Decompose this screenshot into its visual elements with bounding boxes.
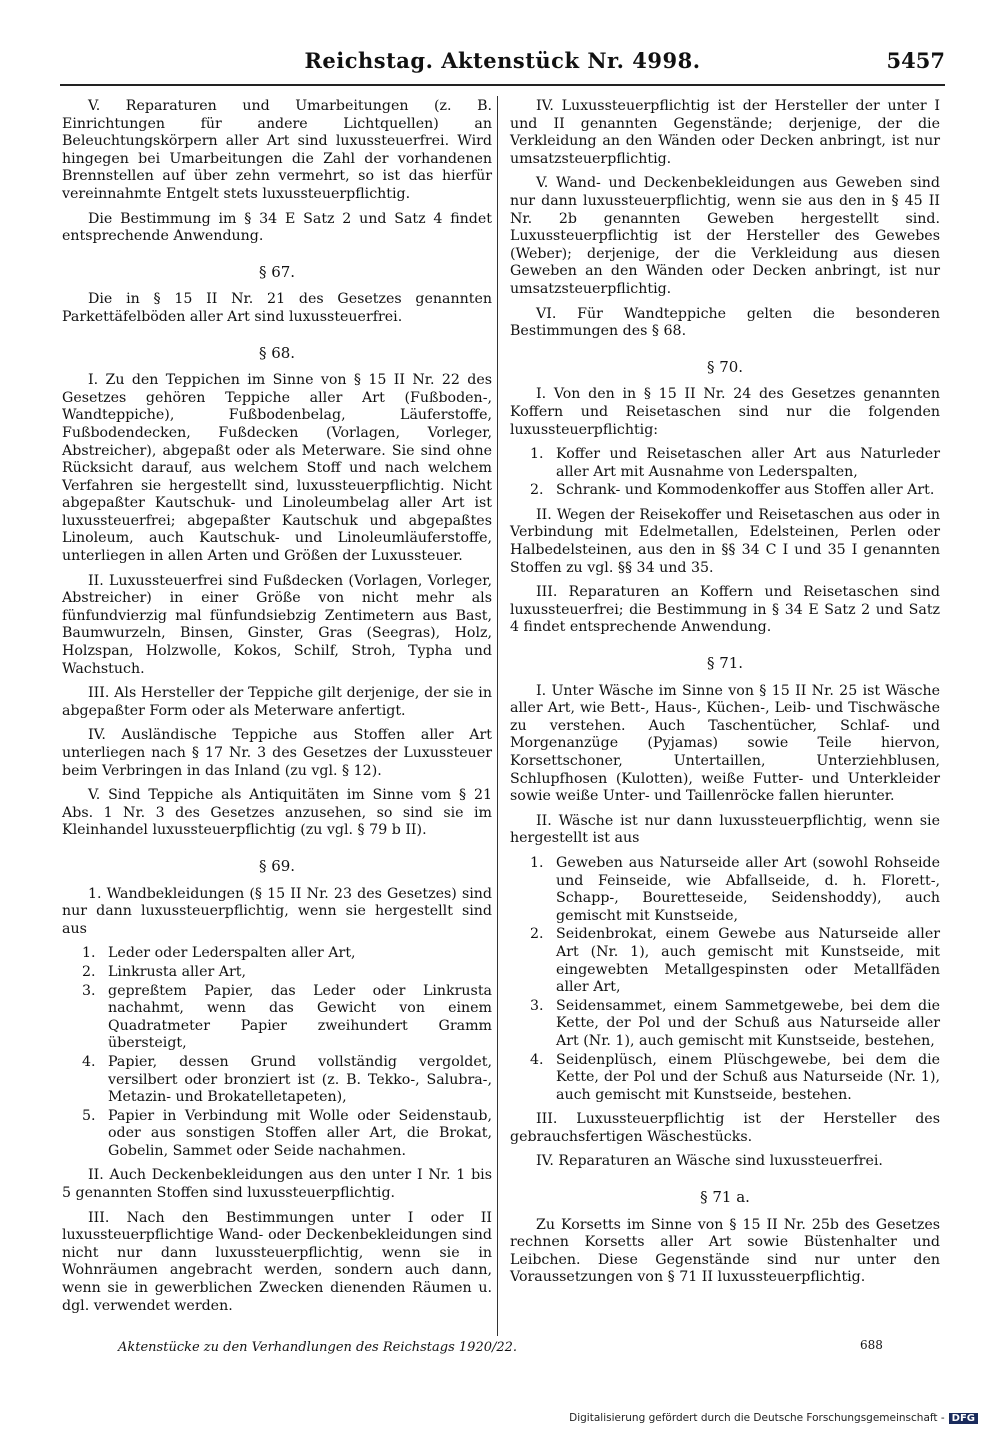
list-text: gepreßtem Papier, das Leder oder Linkrusta nachahmt, wenn das Gewicht von einem Quadratmeter Papier zweihundert Gramm übersteigt, — [108, 982, 492, 1052]
paragraph: III. Nach den Bestimmungen unter I oder II luxussteuerpflichtige Wand- oder Deckenbekleidungen sind nicht nur dann luxussteuerpflichtig, wenn sie in Wohnräumen angebracht werden, sondern auch dann, wenn sie in gewerblichen Zwecken dienenden Räumen u. dgl. verwendet werden. — [62, 1209, 492, 1314]
list-number: 3. — [530, 997, 544, 1014]
footer-source: Aktenstücke zu den Verhandlungen des Reichstags 1920/22. — [118, 1340, 518, 1355]
section-heading-71: § 71. — [706, 654, 744, 673]
header-rule — [60, 84, 945, 86]
list-text: Schrank- und Kommodenkoffer aus Stoffen aller Art. — [556, 482, 935, 499]
numbered-list — [510, 446, 940, 500]
left-column — [62, 98, 492, 1322]
list-number: 5. — [82, 1107, 96, 1124]
paragraph: II. Wäsche ist nur dann luxussteuerpflichtig, wenn sie hergestellt ist aus — [510, 812, 940, 847]
section-heading-68: § 68. — [258, 343, 296, 362]
paragraph: Die Bestimmung im § 34 E Satz 2 und Satz 4 findet entsprechende Anwendung. — [62, 210, 492, 245]
paragraph: I. Von den in § 15 II Nr. 24 des Gesetzes genannten Koffern und Reisetaschen sind nur die folgenden luxussteuerpflichtig: — [510, 386, 940, 438]
column-divider — [497, 96, 498, 1336]
page-number: 5457 — [886, 48, 945, 73]
list-number: 3. — [82, 982, 96, 999]
paragraph: I. Zu den Teppichen im Sinne von § 15 II Nr. 22 des Gesetzes gehören Teppiche aller Art (Fußboden-, Wandteppiche), Fußbodenbelag, Läuferstoffe, Fußbodendecken, Fußdecken (Vorlagen, Vorleger, Abstreicher), abgepaßt oder als Meterware. Sie sind ohne Rücksicht darauf, aus welchem Stoff und nach welchem Verfahren sie hergestellt sind, luxussteuerpflichtig. Nicht abgepaßter Kautschuk- und Linoleumbelag aller Art ist luxussteuerfrei; abgepaßter Kautschuk und abgepaßtes Linoleum, auch Kautschuk- und Linoleumläuferstoffe, unterliegen in allen Arten und Größen der Luxussteuer. — [62, 372, 492, 565]
list-text: Seidenplüsch, einem Plüschgewebe, bei dem die Kette, der Pol und der Schuß aus Naturseide (Nr. 1), auch gemischt mit Kunstseide, bestehen. — [556, 1051, 940, 1103]
paragraph: II. Auch Deckenbekleidungen aus den unter I Nr. 1 bis 5 genannten Stoffen sind luxussteuerpflichtig. — [62, 1167, 492, 1202]
list-item — [62, 945, 492, 963]
list-number: 1. — [530, 446, 544, 463]
paragraph: II. Wegen der Reisekoffer und Reisetaschen aus oder in Verbindung mit Edelmetallen, Edelsteinen, Perlen oder Halbedelsteinen, aus den in §§ 34 C I und 35 I genannten Stoffen zu vgl. §§ 34 und 35. — [510, 506, 940, 576]
list-item — [510, 855, 940, 925]
list-text: Koffer und Reisetaschen aller Art aus Naturleder aller Art mit Ausnahme von Lederspalten, — [556, 446, 940, 480]
digitization-credit — [569, 1412, 978, 1424]
paragraph: Die in § 15 II Nr. 21 des Gesetzes genannten Parkettäfelböden aller Art sind luxussteuerfrei. — [62, 291, 492, 325]
list-item — [62, 983, 492, 1053]
paragraph: II. Luxussteuerfrei sind Fußdecken (Vorlagen, Vorleger, Abstreicher) in einer Größe von nicht mehr als fünfundvierzig mal fünfundsiebzig Zentimetern aus Bast, Baumwurzeln, Binsen, Ginster, Gras (Seegras), Holz, Holzspan, Holzwolle, Kokos, Schilf, Stroh, Typha und Wachstuch. — [62, 572, 492, 677]
paragraph: III. Luxussteuerpflichtig ist der Hersteller des gebrauchsfertigen Wäschestücks. — [510, 1111, 940, 1145]
list-number: 1. — [82, 945, 96, 962]
list-text: Papier in Verbindung mit Wolle oder Seidenstaub, oder aus sonstigen Stoffen aller Art, die Brokat, Gobelin, Sammet oder Seide nachahmen. — [108, 1107, 492, 1159]
paragraph: V. Reparaturen und Umarbeitungen (z. B. Einrichtungen für andere Lichtquellen) an Beleuchtungskörpern aller Art sind luxussteuerfrei. Wird hingegen bei Umarbeitungen die Zahl der vorhandenen Brennstellen auf über zehn vermehrt, so ist das hierfür vereinnahmte Entgelt stets luxussteuerpflichtig. — [62, 98, 492, 202]
list-text: Linkrusta aller Art, — [108, 963, 247, 980]
paragraph: I. Unter Wäsche im Sinne von § 15 II Nr. 25 ist Wäsche aller Art, wie Bett-, Haus-, Küchen-, Leib- und Tischwäsche zu verstehen. Auch Taschentücher, Schlaf- und Morgenanzüge (Pyjamas) sowie Teile hiervon, Korsettschoner, Untertaillen, Unterziehblusen, Schlupfhosen (Kulotten), weiße Futter- und Unterkleider sowie weiße Unter- und Taillenröcke fallen hierunter. — [510, 682, 940, 805]
section-heading-69: § 69. — [258, 856, 296, 875]
paragraph: IV. Reparaturen an Wäsche sind luxussteuerfrei. — [536, 1153, 883, 1170]
list-item — [510, 446, 940, 481]
paragraph: III. Reparaturen an Koffern und Reisetaschen sind luxussteuerfrei; die Bestimmung in § 34 E Satz 2 und Satz 4 findet entsprechende Anwendung. — [510, 584, 940, 636]
numbered-list — [62, 945, 492, 1160]
paragraph: IV. Ausländische Teppiche aus Stoffen aller Art unterliegen nach § 17 Nr. 3 des Gesetzes der Luxussteuer beim Verbringen in das Inland (zu vgl. § 12). — [62, 727, 492, 779]
running-title: Reichstag. Aktenstück Nr. 4998. — [304, 48, 701, 73]
list-item — [62, 1054, 492, 1107]
list-number: 1. — [530, 854, 544, 871]
list-number: 4. — [82, 1053, 96, 1070]
paragraph: IV. Luxussteuerpflichtig ist der Hersteller der unter I und II genannten Gegenstände; derjenige, der die Verkleidung an den Wänden oder Decken anbringt, ist nur umsatzsteuerpflichtig. — [510, 98, 940, 167]
list-item — [62, 1108, 492, 1161]
section-heading-71a: § 71 a. — [700, 1188, 750, 1207]
list-item — [510, 926, 940, 996]
sheet-number: 688 — [860, 1338, 883, 1352]
section-heading-67: § 67. — [258, 262, 296, 281]
right-column — [510, 98, 940, 1294]
list-number: 2. — [82, 963, 96, 980]
list-number: 2. — [530, 482, 544, 499]
list-item — [510, 1052, 940, 1105]
numbered-list — [510, 855, 940, 1104]
paragraph: V. Sind Teppiche als Antiquitäten im Sinne vom § 21 Abs. 1 Nr. 3 des Gesetzes anzusehen, so sind sie im Kleinhandel luxussteuerpflichtig (zu vgl. § 79 b II). — [62, 787, 492, 839]
list-text: Seidensammet, einem Sammetgewebe, bei dem die Kette, der Pol und der Schuß aus Naturseide aller Art (Nr. 1), auch gemischt mit Kunstseide, bestehen, — [556, 997, 940, 1049]
list-text: Geweben aus Naturseide aller Art (sowohl Rohseide und Feinseide, wie Abfallseide, d. h. Florett-, Schapp-, Bouretteseide, Seidenshoddy), auch gemischt mit Kunstseide, — [556, 854, 940, 924]
paragraph: 1. Wandbekleidungen (§ 15 II Nr. 23 des Gesetzes) sind nur dann luxussteuerpflichtig, wenn sie hergestellt sind aus — [62, 885, 492, 937]
paragraph: Zu Korsetts im Sinne von § 15 II Nr. 25b des Gesetzes rechnen Korsetts aller Art sowie Büstenhalter und Leibchen. Diese Gegenstände sind nur unter den Voraussetzungen von § 71 II luxussteuerpflichtig. — [510, 1216, 940, 1286]
list-number: 4. — [530, 1051, 544, 1068]
paragraph: V. Wand- und Deckenbekleidungen aus Geweben sind nur dann luxussteuerpflichtig, wenn sie aus den in § 45 II Nr. 2b genannten Geweben hergestellt sind. Luxussteuerpflichtig ist der Hersteller des Gewebes (Weber); derjenige, der die Verkleidung aus diesen Geweben an den Wänden oder Decken anbringt, ist nur umsatzsteuerpflichtig. — [510, 175, 940, 297]
dfg-logo: DFG — [949, 1413, 978, 1424]
list-text: Leder oder Lederspalten aller Art, — [108, 945, 356, 962]
list-text: Papier, dessen Grund vollständig vergoldet, versilbert oder bronziert ist (z. B. Tekko-, Salubra-, Metazin- und Brokatelletapeten), — [108, 1053, 492, 1106]
list-item — [510, 998, 940, 1051]
list-item — [62, 964, 492, 982]
section-heading-70: § 70. — [706, 357, 744, 376]
paragraph: VI. Für Wandteppiche gelten die besonderen Bestimmungen des § 68. — [510, 305, 940, 340]
paragraph: III. Als Hersteller der Teppiche gilt derjenige, der sie in abgepaßter Form oder als Meterware anfertigt. — [62, 685, 492, 719]
digitization-text: Digitalisierung gefördert durch die Deutsche Forschungsgemeinschaft - — [569, 1412, 945, 1424]
list-number: 2. — [530, 926, 544, 943]
list-text: Seidenbrokat, einem Gewebe aus Naturseide aller Art (Nr. 1), auch gemischt mit Kunstseide, mit eingewebten Metallgespinsten oder Metallfäden aller Art, — [556, 926, 940, 996]
page-header — [60, 48, 945, 88]
list-item — [510, 482, 940, 500]
